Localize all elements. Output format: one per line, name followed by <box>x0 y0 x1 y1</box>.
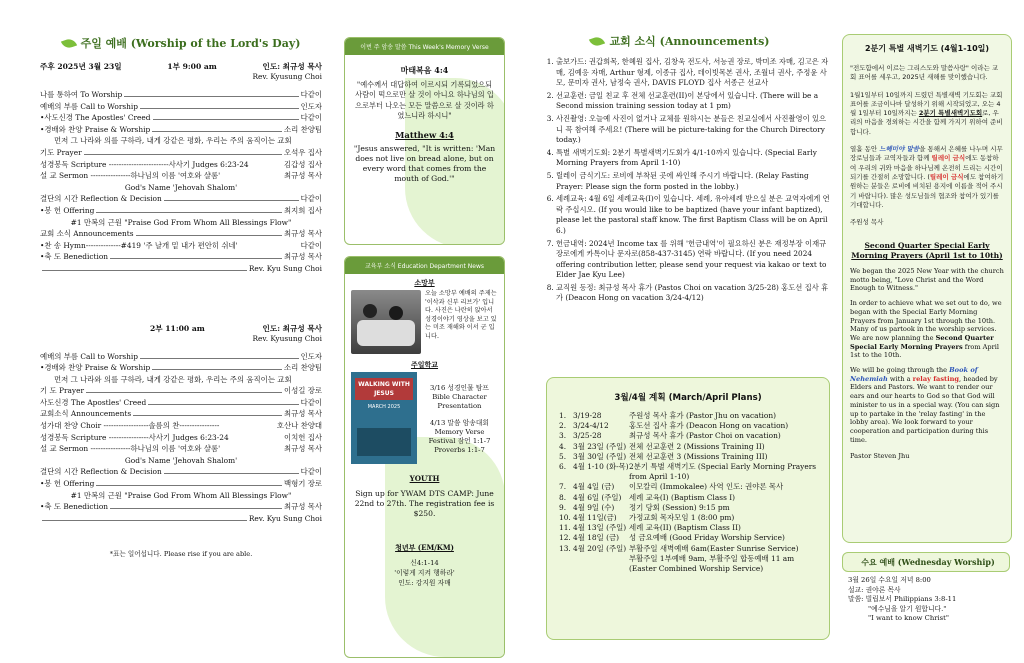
order-row <box>40 420 322 432</box>
plan-row <box>559 523 823 533</box>
order-item: •사도신경 The Apostles' Creed <box>40 113 151 123</box>
order-person: 최규성 목사 <box>283 252 322 262</box>
prayer-e3e: , headed by Elders and Pastors. We want to render our ears and our hearts to God so that God will minister to us in a special way. (You can sign up to partake in the 'relay fasting' in the lobby area). We look forward to your cooperation and participation during this time. <box>850 374 1000 444</box>
plan-num: 10. <box>559 513 571 523</box>
prayer-e2a: In order to achieve what we set out to do, we began with the Special Early Morning Prayers from January 1st through the 10th. Many of us partook in the worship services. We are now planning the <box>850 299 1002 342</box>
plan-event: 이모칼리 (Immokalee) 사역 인도: 권야론 목사 <box>629 482 784 492</box>
order-row <box>40 228 322 240</box>
order-person: 다같이 <box>300 194 322 204</box>
order-person: 소리 찬양팀 <box>283 124 322 134</box>
plan-date <box>573 554 629 574</box>
worship-column <box>40 0 322 558</box>
plan-row <box>559 533 823 543</box>
order-row <box>40 408 322 420</box>
plan-date: 3/25-28 <box>573 431 602 441</box>
order-row <box>40 490 322 502</box>
prayer-e2b: Second Quarter Special Early Morning Prayers <box>850 333 994 351</box>
wednesday-title-ko: "예수님을 알기 원합니다." <box>868 604 947 613</box>
order-item: •축 도 Benediction <box>40 252 109 262</box>
wednesday-title: 수요 예배 (Wednesday Worship) <box>861 556 995 567</box>
order-item: •경배와 찬양 Praise & Worship <box>40 363 151 373</box>
announcements-header <box>530 31 830 51</box>
memory-verse-title: 이번 주 암송 말씀 This Week's Memory Verse <box>345 38 504 55</box>
plan-num: 9. <box>559 502 567 512</box>
order-item: •경배와 찬양 Praise & Worship <box>40 124 151 134</box>
plan-row <box>559 431 823 441</box>
prayer-e2c: from April 1st to the 10th. <box>850 342 1000 360</box>
plan-date: 3/19-28 <box>573 411 602 420</box>
plan-row <box>559 442 823 452</box>
first-service-order <box>40 89 322 275</box>
plan-row <box>559 411 823 421</box>
order-row <box>40 478 322 490</box>
order-person: 김갑성 집사 <box>283 159 322 169</box>
plan-num: 1. <box>559 411 567 420</box>
education-box <box>344 256 505 658</box>
worship-date: 주후 2025년 3월 23일 <box>40 62 122 71</box>
prayer-e3a: We will be going through the <box>850 366 950 375</box>
memory-ref-en: Matthew 4:4 <box>395 129 454 140</box>
order-item: 교회 소식 Announcements <box>40 229 134 239</box>
prayer-sign-ko: 주원성 목사 <box>850 218 884 227</box>
order-item: 사도신경 The Apostles' Creed <box>40 397 147 407</box>
order-person: Rev. Kyu Sung Choi <box>248 513 322 523</box>
order-person: 인도자 <box>300 101 322 111</box>
order-person: 다같이 <box>300 113 322 123</box>
order-person: 호산나 찬양대 <box>276 421 322 431</box>
order-item: #1 만복의 근원 "Praise God From Whom All Blessings Flow" <box>70 490 292 500</box>
em-verse: 신4:1-14 <box>410 559 439 567</box>
plan-event: 부활주일 1부예배 9am, 부활주일 합동예배 11 am (Easter Combined Worship Service) <box>629 553 795 574</box>
announcements-column <box>530 0 830 306</box>
plan-date: 3/24-4/12 <box>573 421 609 431</box>
order-row <box>40 135 322 147</box>
order-item: God's Name 'Jehovah Shalom' <box>124 182 238 192</box>
plan-date: 4월 18일 (금) <box>573 533 619 543</box>
prayer-panel <box>842 34 1012 543</box>
announcement-item: 1. 출보가드: 권갑희목, 한혜원 집사, 김창욱 전도사, 서능권 장로, 박미조 자매, 김고은 자매, 김예응 자매, Arthur 형제, 이종규 집사, 데이빗목본 권사, 조월녀 권사, 주정윤 사모, 문미자 권사, 남정숙 권사, DAVIS FLOYD 집사 서종근 선교사 <box>556 57 830 89</box>
order-person: 오석우 집사 <box>283 147 322 157</box>
prayer-p3g: 에도 참여하기 원하는 분들은 로비에 비치된 용지에 이름을 적어 주시기 바랍니다). 많은 성도님들의 협조와 참여가 있기를 기대합니다. <box>850 172 1004 209</box>
youth-text: 오늘 소망부 예배의 주제는 '이삭과 신부 리브가' 입니다. 사진은 나란히 앉아서 성경이야기 영상을 보고 있는 미조 재해와 이서 군 입니다. <box>425 290 497 340</box>
worship-title: 주일 예배 (Worship of the Lord's Day) <box>80 37 301 50</box>
order-person: 최규성 목사 <box>283 171 322 181</box>
order-item: 먼저 그 나라와 의를 구하라, 내게 강같은 평화, 우리는 주의 움직이는 교회 <box>54 136 292 146</box>
rise-note: *표는 일어섭니다. Please rise if you are able. <box>109 550 253 559</box>
order-row <box>40 385 322 397</box>
memory-ref-ko: 마태복음 4:4 <box>400 65 449 75</box>
plan-event: 홍도선 집사 휴가 (Deacon Hong on vacation) <box>629 421 789 431</box>
order-row <box>40 101 322 113</box>
order-item: 결단의 시간 Reflection & Decision <box>40 467 162 477</box>
youth-ko-heading: 소망부 <box>414 278 435 287</box>
prayer-p2b: 2분기 특별새벽기도회 <box>918 109 983 118</box>
prayer-p3b: 느헤미야 말씀 <box>879 145 920 154</box>
plan-row <box>559 482 823 492</box>
announcement-item: 2. 선교훈련: 금일 친교 후 전체 선교훈련(II)이 본당에서 있습니다. (There will be a Second mission training session today at 1 pm) <box>556 91 830 112</box>
plan-num: 3. <box>559 431 567 441</box>
order-row <box>40 170 322 182</box>
prayer-p3d: 릴레이 금식 <box>931 154 966 163</box>
plan-num: 11. <box>559 523 571 533</box>
first-service-time: 1부 9:00 am <box>167 62 217 71</box>
plan-num: 12. <box>559 533 571 543</box>
order-person: Rev. Kyu Sung Choi <box>248 263 322 273</box>
order-row <box>40 159 322 171</box>
order-row <box>40 466 322 478</box>
order-item: •봉 헌 Offering <box>40 205 95 215</box>
order-item <box>40 514 42 523</box>
order-row <box>40 205 322 217</box>
order-row <box>40 443 322 455</box>
order-person: 최규성 목사 <box>283 444 322 454</box>
announcement-item: 4. 특별 새벽기도회: 2분기 특별새벽기도회가 4/1-10까지 있습니다. (Special Early Morning Prayers from April 1-10) <box>556 148 830 169</box>
ss-text2: 4/13 말씀 암송대회 Memory Verse Festival 잠언 1:1-7 Proverbs 1:1-7 <box>428 419 491 454</box>
prayer-title: 2분기 특별 새벽기도 (4월1-10일) <box>864 44 990 53</box>
em-heading: 청년부 (EM/KM) <box>395 543 454 552</box>
order-row <box>40 351 322 363</box>
order-item: 나를 통하여 To Worship <box>40 90 123 99</box>
plan-row <box>559 493 823 503</box>
order-row <box>40 217 322 229</box>
order-item: 결단의 시간 Reflection & Decision <box>40 194 162 204</box>
order-item: 성가대 찬양 Choir ------------------솔름의 찬---------------- <box>40 421 220 431</box>
order-person: 다같이 <box>300 240 322 250</box>
order-row <box>40 501 322 513</box>
plan-date: 4월 11일(금) <box>573 513 617 523</box>
second-service-order <box>40 351 322 525</box>
order-person: 다같이 <box>300 397 322 407</box>
announcement-item: 3. 사진촬영: 오늘예 사진이 없거나 교체를 원하시는 분들은 친교실에서 사진촬영이 있으니 꼭 참여해 주세요! (There will be picture-taking for the Church Directory today.) <box>556 114 830 146</box>
wednesday-preacher: 설교: 권야론 목사 <box>848 585 901 594</box>
order-person: 최규성 목사 <box>283 409 322 419</box>
leaf-icon <box>60 36 76 49</box>
prayer-p3a: 열흘 동안 <box>850 145 880 154</box>
order-person: 최지희 집사 <box>283 205 322 215</box>
plan-event: 성 금요예배 (Good Friday Worship Service) <box>629 533 785 543</box>
order-item <box>40 264 42 273</box>
plans-list <box>547 411 829 574</box>
memory-verse-box <box>344 37 505 245</box>
announcements-title: 교회 소식 (Announcements) <box>609 35 770 48</box>
leaf-icon <box>589 34 605 47</box>
plan-row <box>559 462 823 482</box>
plan-event: 세례 교육(I) (Baptism Class I) <box>629 492 736 502</box>
order-item: God's Name 'Jehovah Shalom' <box>124 455 238 465</box>
plan-num: 2. <box>559 421 567 431</box>
memory-text-ko: "예수께서 대답하여 이르시되 기록되었으되 사람이 떡으로만 살 것이 아니요 하나님의 입으로부터 나오는 모든 말씀으로 살 것이라 하였느니라 하시니" <box>355 79 494 120</box>
prayer-e1: We began the 2025 New Year with the church motto being, "Love Christ and the Word Enough to Witness." <box>850 267 1004 293</box>
plan-row <box>559 554 823 574</box>
prayer-p3e: 에도 동참하여 우리의 귀와 마음을 하나님께 온전히 드리는 시간이 되기를 간절히 소망합니다. ( <box>850 154 1003 181</box>
plan-num: 4. <box>559 441 567 451</box>
plan-event: 전체 선교훈련 2 (Missions Training II) <box>629 441 765 451</box>
plan-num: 7. <box>559 482 567 492</box>
ss-text1: 3/16 성경인물 탐프 Bible Character Presentation <box>430 384 489 410</box>
order-item: •찬 송 Hymn--------------#419 '주 날개 밑 내가 편안히 쉬네' <box>40 240 238 250</box>
plan-row <box>559 452 823 462</box>
announcement-item: 5. 릴레이 금식기도: 로비에 부착된 곳에 싸인해 주시기 바랍니다. (Relay Fasting Prayer: Please sign the form posted in the lobby.) <box>556 171 830 192</box>
order-person: 백형기 장로 <box>283 479 322 489</box>
order-item: 설 교 Sermon ----------------하나님의 이름 '여호와 샬롬' <box>40 171 221 181</box>
first-service-leader: 인도: 최규성 목사 <box>262 62 322 71</box>
announcements-list <box>530 57 830 304</box>
prayer-p2c: 로, 우리의 마음을 경외하는 시간을 함께 가지기 위하여 준비합니다. <box>850 109 1003 136</box>
plan-num: 5. <box>559 451 567 461</box>
plan-event: 최규성 목사 휴가 (Pastor Choi on vacation) <box>629 431 781 441</box>
plan-event: 부활주일 새벽예배 6am(Easter Sunrise Service) <box>629 543 799 553</box>
announcement-item: 7. 헌금내역: 2024년 Income tax 를 위해 '헌금내역'이 필요하신 분은 재정부장 이재규장로에게 카톡이나 문자로(858-437-3145) 연락 바랍니다. (If you need 2024 offering contribution letter, please send your request via kakao or text to Elder Jae Kyu Lee) <box>556 239 830 281</box>
order-row <box>40 112 322 124</box>
first-leader-en: Rev. Kyusung Choi <box>252 72 322 81</box>
announcement-item: 6. 세례교육: 4월 6일 세례교육(I)이 있습니다. 세례, 유아세례 받으실 분은 교역자에게 연락 주십시오. (If you would like to be baptized (have your infant baptized), please let the pastoral staff know. The first Baptism Class will be on April 6.) <box>556 194 830 236</box>
announcement-item: 8. 교직원 동정: 최규성 목사 휴가 (Pastos Choi on vacation 3/25-28) 홍도선 집사 휴가 (Deacon Hong on vacation 3/24-4/12) <box>556 283 830 304</box>
wednesday-scripture: 말씀: 빌립보서 Philippians 3:8-11 <box>848 595 957 604</box>
order-row <box>40 513 322 525</box>
order-row <box>40 374 322 386</box>
sunday-school-heading: 주일학교 <box>410 360 439 369</box>
plan-row <box>559 544 823 554</box>
order-item: 성경봉독 Scripture ------------------------사사기 Judges 6:23-24 <box>40 159 249 169</box>
order-row <box>40 455 322 467</box>
prayer-title-en: Second Quarter Special Early Morning Prayers (April 1st to 10th) <box>851 241 1003 261</box>
order-row <box>40 251 322 263</box>
youth-en-heading: YOUTH <box>409 474 440 483</box>
order-row <box>40 147 322 159</box>
prayer-p3c: 을 통해서 은혜를 나누며 시무장로님들과 교역자들과 함께 <box>850 145 1003 163</box>
wednesday-title-en: "I want to know Christ" <box>868 614 950 623</box>
order-item: 먼저 그 나라와 의를 구하라, 내게 강같은 평화, 우리는 주의 움직이는 교회 <box>54 374 292 384</box>
plan-event: 정기 당회 (Session) 9:15 pm <box>629 502 730 512</box>
memory-text-en: "Jesus answered, "It is written: 'Man does not live on bread alone, but on every word that comes from the mouth of God.'" <box>353 144 496 183</box>
plan-event: 주원성 목사 휴가 (Pastor Jhu on vacation) <box>629 411 776 420</box>
order-row <box>40 432 322 444</box>
prayer-p2a: 1월1일부터 10일까지 드렸던 특별새벽 기도회는 교회 표어를 조금이나마 달성하기 위해 시작되었고, 오는 4월 1일부터 10일까지는 <box>850 90 1003 118</box>
plan-date: 4월 4일 (금) <box>573 482 615 492</box>
prayer-e3c: with a <box>887 374 913 383</box>
plan-num <box>559 554 573 574</box>
plan-event: 전체 선교훈련 3 (Missions Training III) <box>629 451 768 461</box>
order-row <box>40 240 322 252</box>
prayer-p1: "전도함에서 이르는 그리스도와 말씀사랑" 이라는 교회 표어를 세우고, 2025년 새해를 맞이했습니다. <box>850 64 999 82</box>
poster-month: MARCH 2025 <box>367 404 401 410</box>
plan-row <box>559 421 823 431</box>
plan-event: 2분기 특별 새벽기도 (Special Early Morning Prayers from April 1-10) <box>629 462 817 482</box>
order-row <box>40 193 322 205</box>
plan-event: 세례 교육(II) (Baptism Class II) <box>629 523 741 533</box>
plan-num: 6. <box>559 462 567 472</box>
order-person: 소리 찬양팀 <box>283 363 322 373</box>
plan-date: 4월 13일 (주일) <box>573 523 627 533</box>
plan-row <box>559 503 823 513</box>
order-row <box>40 397 322 409</box>
order-row <box>40 263 322 275</box>
order-row <box>40 124 322 136</box>
order-row <box>40 362 322 374</box>
plan-event: 가정교회 목자모임 1 (8:00 pm) <box>629 513 735 523</box>
order-person: 이치헌 집사 <box>283 432 322 442</box>
order-item: •축 도 Benediction <box>40 502 109 512</box>
prayer-e3d: relay fasting <box>912 374 959 383</box>
order-row <box>40 182 322 194</box>
em-leader: 인도: 강지원 자매 <box>398 579 451 587</box>
order-item: 예배의 부름 Call to Worship <box>40 351 139 361</box>
plan-date: 3월 23일 (주일) <box>573 441 627 451</box>
plan-date: 4월 20일 (주일) <box>573 543 627 553</box>
plans-title: 3월/4월 계획 (March/April Plans) <box>614 393 762 403</box>
em-title: '이렇게 지켜 행하라' <box>394 569 455 577</box>
order-item: 기 도 Prayer <box>40 386 84 396</box>
order-person: 다같이 <box>300 467 322 477</box>
prayer-e3b: Book of Nehemiah <box>850 366 978 383</box>
order-item: 설 교 Sermon ----------------하나님의 이름 '여호와 샬롬' <box>40 444 221 454</box>
plans-panel <box>546 377 830 640</box>
second-service-leader: 인도: 최규성 목사 <box>262 323 322 333</box>
second-leader-en: Rev. Kyusung Choi <box>252 333 322 343</box>
plan-row <box>559 513 823 523</box>
order-item: #1 만복의 근원 "Praise God From Whom All Blessings Flow" <box>70 217 292 227</box>
order-item: 예배의 부름 Call to Worship <box>40 101 139 111</box>
plan-date: 4월 9일 (수) <box>573 502 615 512</box>
plan-num: 13. <box>559 543 571 553</box>
order-person: 다같이 <box>300 90 322 99</box>
second-service-time: 2부 11:00 am <box>150 323 205 333</box>
order-item: •봉 헌 Offering <box>40 479 95 489</box>
poster-title: WALKING WITH JESUS <box>355 378 413 400</box>
plan-date: 4월 6일 (주일) <box>573 492 622 502</box>
wednesday-date: 3월 26일 수요일 저녁 8:00 <box>848 576 931 584</box>
education-title: 교육부 소식 Education Department News <box>345 257 504 274</box>
plan-date: 3월 30일 (주일) <box>573 451 627 461</box>
prayer-sign-en: Pastor Steven Jhu <box>850 452 910 461</box>
worship-header <box>40 33 322 53</box>
order-item: 교회소식 Announcements <box>40 409 132 419</box>
youth-photo <box>351 290 421 354</box>
order-item: 성경봉독 Scripture ----------------사사기 Judges 6:23-24 <box>40 432 229 442</box>
plan-num: 8. <box>559 492 567 502</box>
plan-date: 4월 1-10 (화-목) <box>573 462 629 472</box>
order-item: 기도 Prayer <box>40 147 82 157</box>
walking-with-jesus-poster <box>351 372 417 464</box>
order-person: 이성길 장로 <box>283 386 322 396</box>
order-row <box>40 89 322 101</box>
order-person: 최규성 목사 <box>283 502 322 512</box>
prayer-p3f: 릴레이 금식 <box>929 172 964 181</box>
order-person: 인도자 <box>300 351 322 361</box>
wednesday-header <box>842 552 1010 572</box>
wednesday-section <box>842 552 1010 624</box>
order-person: 최규성 목사 <box>283 229 322 239</box>
youth-camp-text: Sign up for YWAM DTS CAMP: June 22nd to 27th. The registration fee is $250. <box>354 489 495 518</box>
